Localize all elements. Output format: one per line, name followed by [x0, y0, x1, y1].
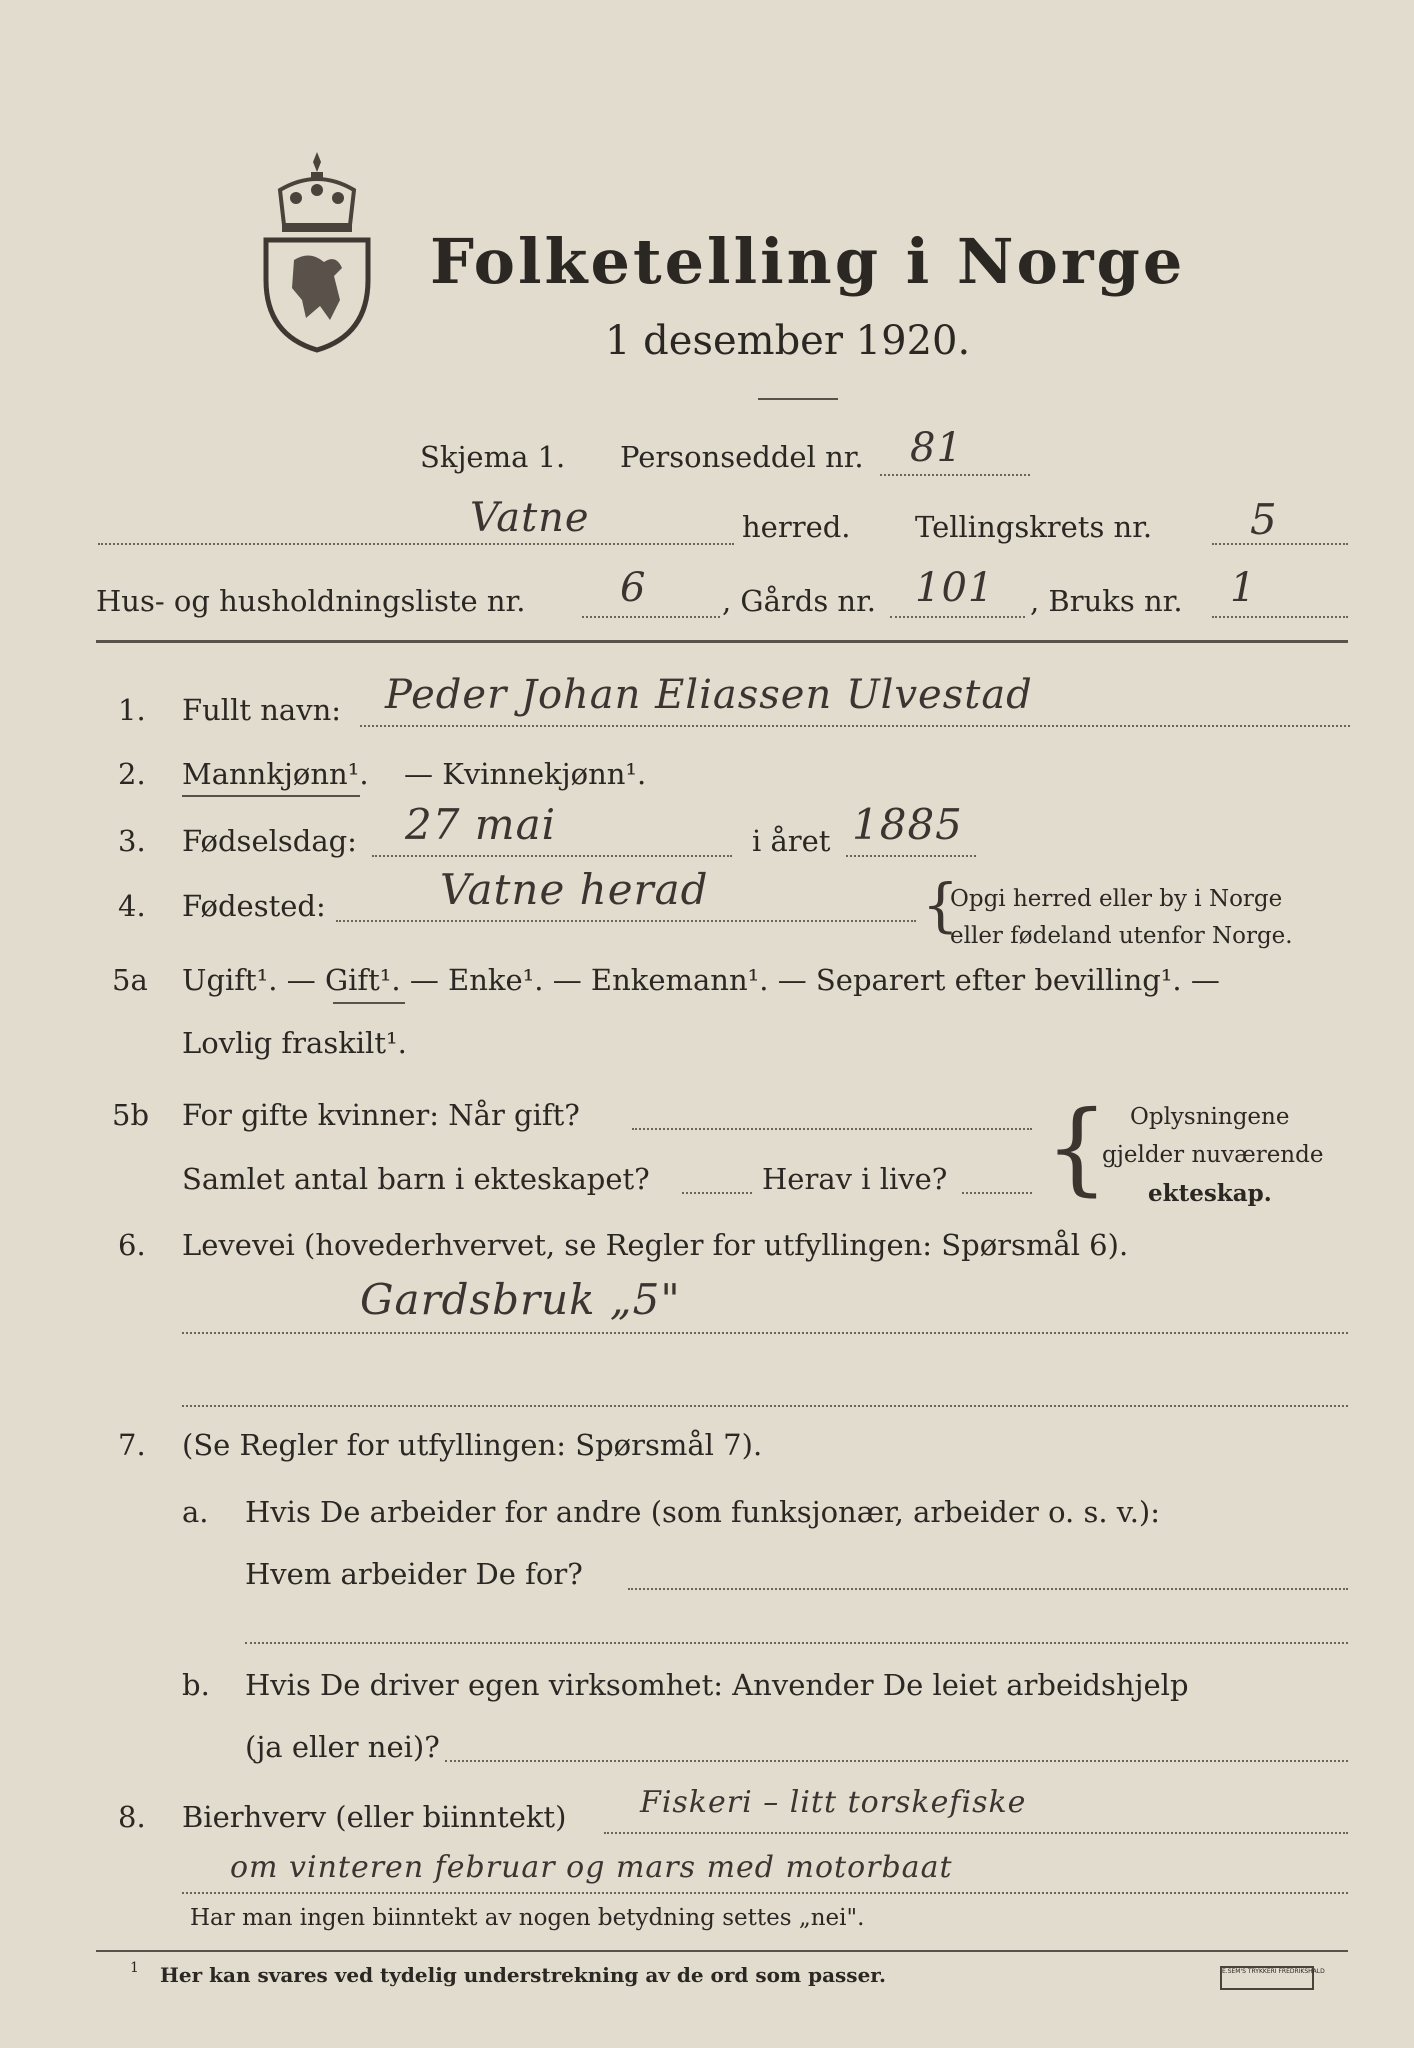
printer-stamp-text: E.SEM'S TRYKKERI FREDRIKSHALD	[1222, 1968, 1325, 1975]
q5b-note-2: gjelder nuværende	[1102, 1142, 1324, 1168]
q5a-options: Ugift¹. — Gift¹. — Enke¹. — Enkemann¹. — Separert efter bevilling¹. —	[182, 963, 1220, 997]
municipality-value: Vatne	[470, 495, 590, 541]
q5b-children-label: Samlet antal barn i ekteskapet?	[182, 1162, 650, 1196]
section-divider	[96, 640, 1348, 643]
q3-year-label: i året	[752, 824, 831, 858]
q5b-alive-label: Herav i live?	[762, 1162, 948, 1196]
municipality-label: herred.	[742, 510, 851, 544]
q7a-employer-label: Hvem arbeider De for?	[245, 1557, 583, 1591]
q7b-letter: b.	[182, 1668, 210, 1702]
q3-label: Fødselsdag:	[182, 824, 357, 858]
birth-date-value: 27 mai	[405, 800, 557, 849]
coat-of-arms-icon	[258, 150, 376, 355]
birthplace-value: Vatne herad	[440, 865, 709, 914]
divider	[758, 398, 838, 400]
q5a-number: 5a	[112, 963, 148, 997]
q3-number: 3.	[118, 824, 146, 858]
footer-divider	[96, 1950, 1348, 1952]
q7-number: 7.	[118, 1428, 146, 1462]
q4-note-2: eller fødeland utenfor Norge.	[950, 923, 1293, 949]
q8-note: Har man ingen biinntekt av nogen betydning settes „nei".	[190, 1905, 865, 1931]
form-date: 1 desember 1920.	[605, 318, 971, 364]
q1-number: 1.	[118, 693, 146, 727]
q6-number: 6.	[118, 1228, 146, 1262]
occupation-value: Gardsbruk „5"	[360, 1275, 681, 1324]
household-list-value: 6	[620, 565, 647, 611]
holding-number-value: 1	[1230, 565, 1257, 611]
q4-note-1: Opgi herred eller by i Norge	[950, 886, 1283, 912]
q4-number: 4.	[118, 889, 146, 923]
male-underline	[182, 795, 360, 797]
sex-male-option: Mannkjønn¹.	[182, 757, 369, 791]
footnote-marker: 1	[130, 1960, 139, 1976]
q5b-number: 5b	[112, 1098, 150, 1132]
census-district-label: Tellingskrets nr.	[915, 510, 1153, 544]
brace-q5b: {	[1045, 1089, 1109, 1206]
holding-number-label: , Bruks nr.	[1030, 584, 1183, 618]
farm-number-label: , Gårds nr.	[722, 584, 876, 618]
q5b-label: For gifte kvinner: Når gift?	[182, 1098, 580, 1132]
q8-label: Bierhverv (eller biinntekt)	[182, 1800, 567, 1834]
person-slip-label: Personseddel nr.	[620, 440, 864, 474]
q5a-options-line2: Lovlig fraskilt¹.	[182, 1026, 407, 1060]
household-list-label: Hus- og husholdningsliste nr.	[96, 584, 526, 618]
printer-stamp	[1220, 1966, 1325, 1990]
married-underline	[333, 1002, 405, 1004]
q1-label: Fullt navn:	[182, 693, 342, 727]
farm-number-value: 101	[915, 565, 995, 611]
q7b-label: Hvis De driver egen virksomhet: Anvender De leiet arbeidshjelp	[245, 1668, 1189, 1702]
sex-female-option: — Kvinnekjønn¹.	[404, 757, 647, 791]
footnote-text: Her kan svares ved tydelig understrekning av de ord som passer.	[160, 1963, 886, 1987]
secondary-occupation-value-line2: om vinteren februar og mars med motorbaat	[230, 1850, 953, 1885]
q4-label: Fødested:	[182, 889, 326, 923]
q7-label: (Se Regler for utfyllingen: Spørsmål 7).	[182, 1428, 763, 1462]
birth-year-value: 1885	[852, 800, 963, 849]
q7a-label: Hvis De arbeider for andre (som funksjonær, arbeider o. s. v.):	[245, 1495, 1161, 1529]
secondary-occupation-value: Fiskeri – litt torskefiske	[640, 1785, 1027, 1820]
schema-label: Skjema 1.	[420, 440, 566, 474]
q7b-yes-no-label: (ja eller nei)?	[245, 1730, 440, 1764]
full-name-value: Peder Johan Eliassen Ulvestad	[385, 672, 1033, 718]
q6-label: Levevei (hovederhvervet, se Regler for utfyllingen: Spørsmål 6).	[182, 1228, 1129, 1262]
q5b-note-3: ekteskap.	[1148, 1180, 1272, 1207]
q8-number: 8.	[118, 1800, 146, 1834]
brace-q4: {	[922, 871, 959, 939]
q2-number: 2.	[118, 757, 146, 791]
q5b-note-1: Oplysningene	[1130, 1104, 1290, 1130]
census-district-value: 5	[1250, 495, 1278, 544]
q7a-letter: a.	[182, 1495, 209, 1529]
person-slip-value: 81	[910, 425, 963, 471]
form-title: Folketelling i Norge	[430, 225, 1186, 298]
